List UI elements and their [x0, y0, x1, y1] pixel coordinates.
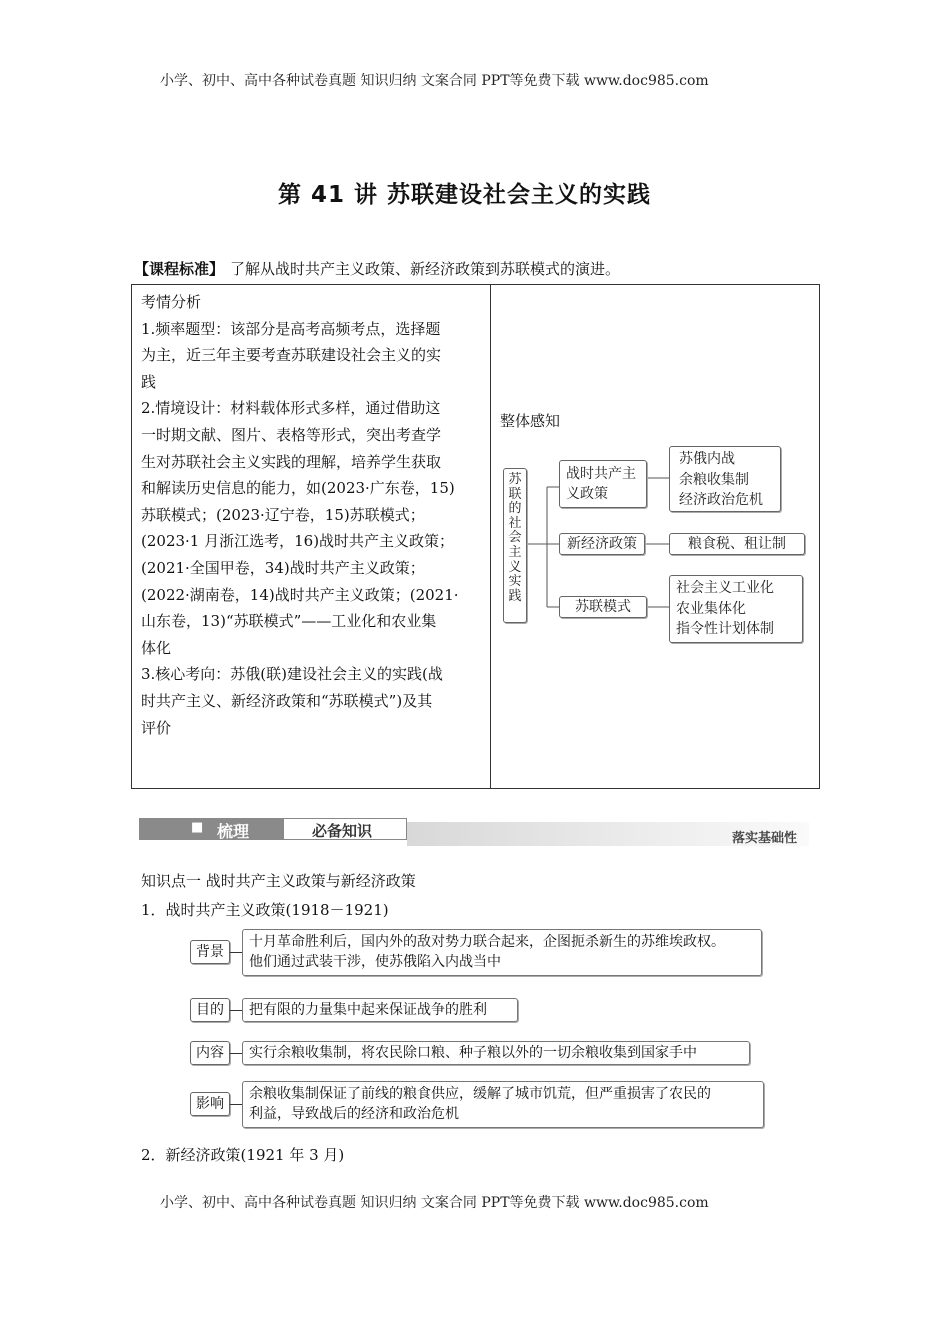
item2-title: 2．新经济政策(1921 年 3 月): [141, 1146, 345, 1164]
branch-item: 社会主义工业化: [676, 580, 774, 596]
page-header: 小学、初中、高中各种试卷真题 知识归纳 文案合同 PPT等免费下载 www.doc985.com: [160, 73, 709, 89]
desc-background: [242, 929, 762, 976]
desc-line: 他们通过武装干涉，使苏俄陷入内战当中: [249, 954, 501, 970]
branch-item: 苏俄内战: [679, 451, 735, 467]
analysis-line: 践: [141, 372, 157, 391]
analysis-heading: 考情分析: [141, 293, 202, 311]
analysis-table: [131, 284, 820, 789]
analysis-line: 为主，近三年主要考查苏联建设社会主义的实: [141, 346, 442, 365]
analysis-line: (2021·全国甲卷，34)战时共产主义政策；: [141, 558, 425, 577]
branch-label-line: 战时共产主: [566, 466, 636, 482]
knowledge-point-title: 知识点一 战时共产主义政策与新经济政策: [141, 872, 416, 890]
branch-war-communism-items: [669, 446, 781, 512]
desc-line: 十月革命胜利后，国内外的敌对势力联合起来，企图扼杀新生的苏维埃政权。: [249, 934, 725, 950]
item1-title: 1．战时共产主义政策(1918－1921): [141, 901, 389, 919]
banner-light: [283, 818, 407, 840]
analysis-cell: [132, 285, 491, 789]
banner-gradient: [407, 822, 809, 846]
desc-line: 利益，导致战后的经济和政治危机: [249, 1106, 459, 1122]
tag-background: 背景: [190, 940, 230, 964]
overview-cell: [491, 285, 820, 789]
overview-diagram: [491, 285, 819, 788]
branch-item: 经济政治危机: [679, 492, 763, 508]
curriculum-text: 了解从战时共产主义政策、新经济政策到苏联模式的演进。: [230, 260, 621, 278]
overview-root-box: [503, 468, 527, 623]
analysis-line: 评价: [141, 718, 172, 737]
analysis-line: 时共产主义、新经济政策和“苏联模式”)及其: [141, 691, 433, 710]
connector-line: [230, 1053, 242, 1054]
page-title: 第 41 讲 苏联建设社会主义的实践: [278, 182, 652, 208]
branch-soviet-model-items: [669, 575, 803, 643]
analysis-line: 和解读历史信息的能力，如(2023·广东卷，15): [141, 479, 455, 498]
tag-impact: 影响: [190, 1092, 230, 1116]
desc-content: [242, 1041, 750, 1065]
analysis-line: 山东卷，13)“苏联模式”——工业化和农业集: [141, 612, 437, 631]
banner-square-icon: ■: [191, 820, 204, 835]
page-footer: 小学、初中、高中各种试卷真题 知识归纳 文案合同 PPT等免费下载 www.doc985.com: [160, 1195, 709, 1211]
branch-item: 指令性计划体制: [676, 621, 774, 637]
branch-soviet-model: [559, 596, 647, 618]
analysis-line: 体化: [141, 638, 172, 657]
desc-impact: [242, 1081, 764, 1128]
connector-line: [230, 952, 242, 953]
banner-right-label: 落实基础性: [731, 831, 797, 846]
analysis-line: (2022·湖南卷，14)战时共产主义政策；(2021·: [141, 585, 459, 604]
curriculum-label: 【课程标准】: [134, 260, 225, 278]
branch-item: 农业集体化: [676, 600, 746, 617]
analysis-line: 苏联模式；(2023·辽宁卷，15)苏联模式；: [141, 505, 425, 524]
analysis-line: 生对苏联社会主义实践的理解，培养学生获取: [141, 452, 442, 471]
analysis-line: 1.频率题型：该部分是高考高频考点，选择题: [141, 319, 441, 338]
desc-line: 余粮收集制保证了前线的粮食供应，缓解了城市饥荒，但严重损害了农民的: [249, 1086, 711, 1102]
tag-content: 内容: [190, 1041, 230, 1065]
banner-dark: [139, 818, 283, 840]
analysis-line: 3.核心考向：苏俄(联)建设社会主义的实践(战: [141, 665, 443, 684]
desc-line: 把有限的力量集中起来保证战争的胜利: [249, 1002, 487, 1018]
desc-purpose: [242, 998, 518, 1022]
branch-nep: [559, 533, 645, 555]
analysis-line: 2.情境设计：材料载体形式多样，通过借助这: [141, 399, 441, 418]
branch-war-communism: [559, 460, 647, 508]
banner-section: 梳理: [217, 822, 250, 841]
connector-line: [230, 1104, 242, 1105]
analysis-line: (2023·1 月浙江选考，16)战时共产主义政策；: [141, 532, 455, 551]
analysis-line: 一时期文献、图片、表格等形式，突出考查学: [141, 425, 442, 444]
branch-item: 余粮收集制: [679, 471, 749, 488]
desc-line: 实行余粮收集制，将农民除口粮、种子粮以外的一切余粮收集到国家手中: [249, 1045, 697, 1061]
branch-nep-items: [669, 533, 805, 555]
branch-label-line: 苏联模式: [575, 599, 631, 615]
branch-item: 粮食税、租让制: [688, 536, 786, 552]
curriculum-standard: [134, 258, 620, 279]
connector-line: [230, 1010, 242, 1011]
banner-subtitle: 必备知识: [312, 822, 373, 840]
branch-label-line: 新经济政策: [567, 536, 637, 552]
tag-purpose: 目的: [190, 998, 230, 1022]
overview-heading: 整体感知: [500, 412, 561, 430]
overview-root-label: 苏联的社会主义实践: [508, 472, 522, 604]
branch-label-line: 义政策: [566, 486, 608, 502]
